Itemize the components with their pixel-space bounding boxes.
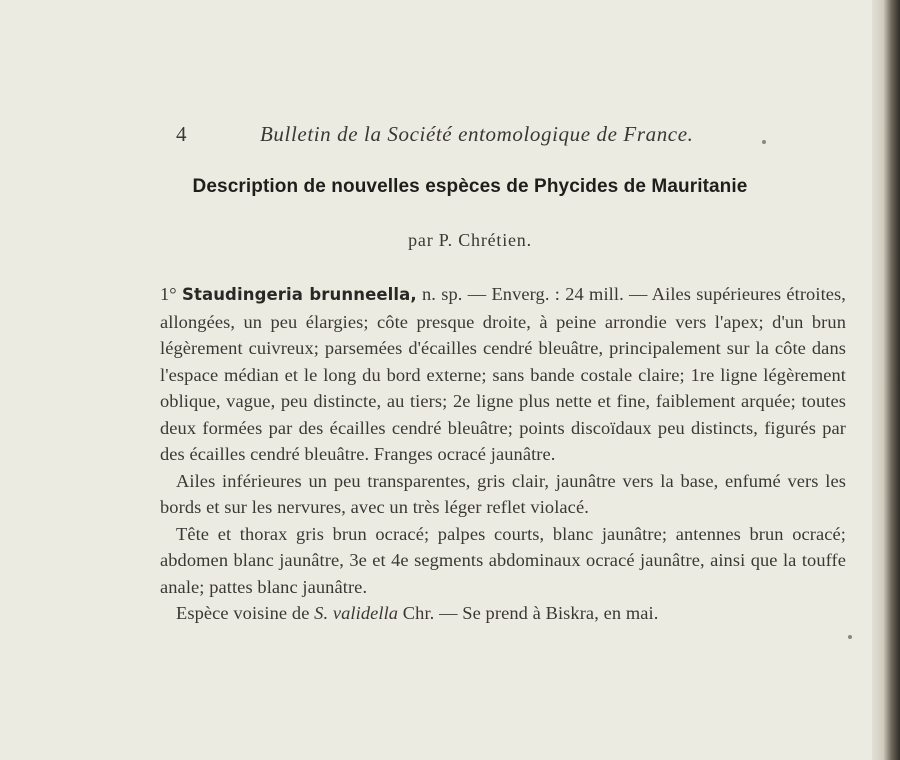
species-name: Staudingeria brunneella, xyxy=(182,285,417,304)
page-edge-shadow xyxy=(872,0,900,760)
journal-title: Bulletin de la Société entomologique de France. xyxy=(260,122,694,146)
species-description-text: n. sp. — Enverg. : 24 mill. — Ailes supérieures étroites, allongées, un peu élargies; côte presque droite, à peine arrondie vers l'apex; d'un brun légèrement cuivreux; parsemées d'écailles cendré bleuâtre, principalement sur la côte dans l'espace médian et le long du bord externe; sans bande costale claire; 1re ligne légèrement oblique, vague, peu distincte, au tiers; 2e ligne plus nette et fine, faiblement arquée; toutes deux formées par des écailles cendré bleuâtre; points discoïdaux peu distincts, figurés par des écailles cendré bleuâtre. Franges ocracé jaunâtre. xyxy=(160,284,846,464)
author-byline: par P. Chrétien. xyxy=(408,230,532,250)
print-speck xyxy=(762,140,766,144)
article-title: Description de nouvelles espèces de Phycides de Mauritanie xyxy=(192,176,748,197)
running-head xyxy=(120,122,760,152)
print-speck xyxy=(848,635,852,639)
paragraph-related-species xyxy=(160,600,846,627)
related-species-name: S. validella xyxy=(314,603,399,623)
related-species-after: Chr. — Se prend à Biskra, en mai. xyxy=(398,603,659,623)
article-body xyxy=(160,281,846,627)
paragraph-hindwings: Ailes inférieures un peu transparentes, gris clair, jaunâtre vers la base, enfumé vers les bords et sur les nervures, avec un très léger reflet violacé. xyxy=(160,470,846,517)
page-number: 4 xyxy=(176,122,187,146)
paragraph-head-thorax: Tête et thorax gris brun ocracé; palpes courts, blanc jaunâtre; antennes brun ocracé; abdomen blanc jaunâtre, 3e et 4e segments abdominaux ocracé jaunâtre, ainsi que la touffe anale; pattes blanc jaunâtre. xyxy=(160,523,846,597)
species-prefix: 1° xyxy=(160,284,182,304)
related-species-before: Espèce voisine de xyxy=(176,603,315,623)
species-description xyxy=(160,281,846,468)
